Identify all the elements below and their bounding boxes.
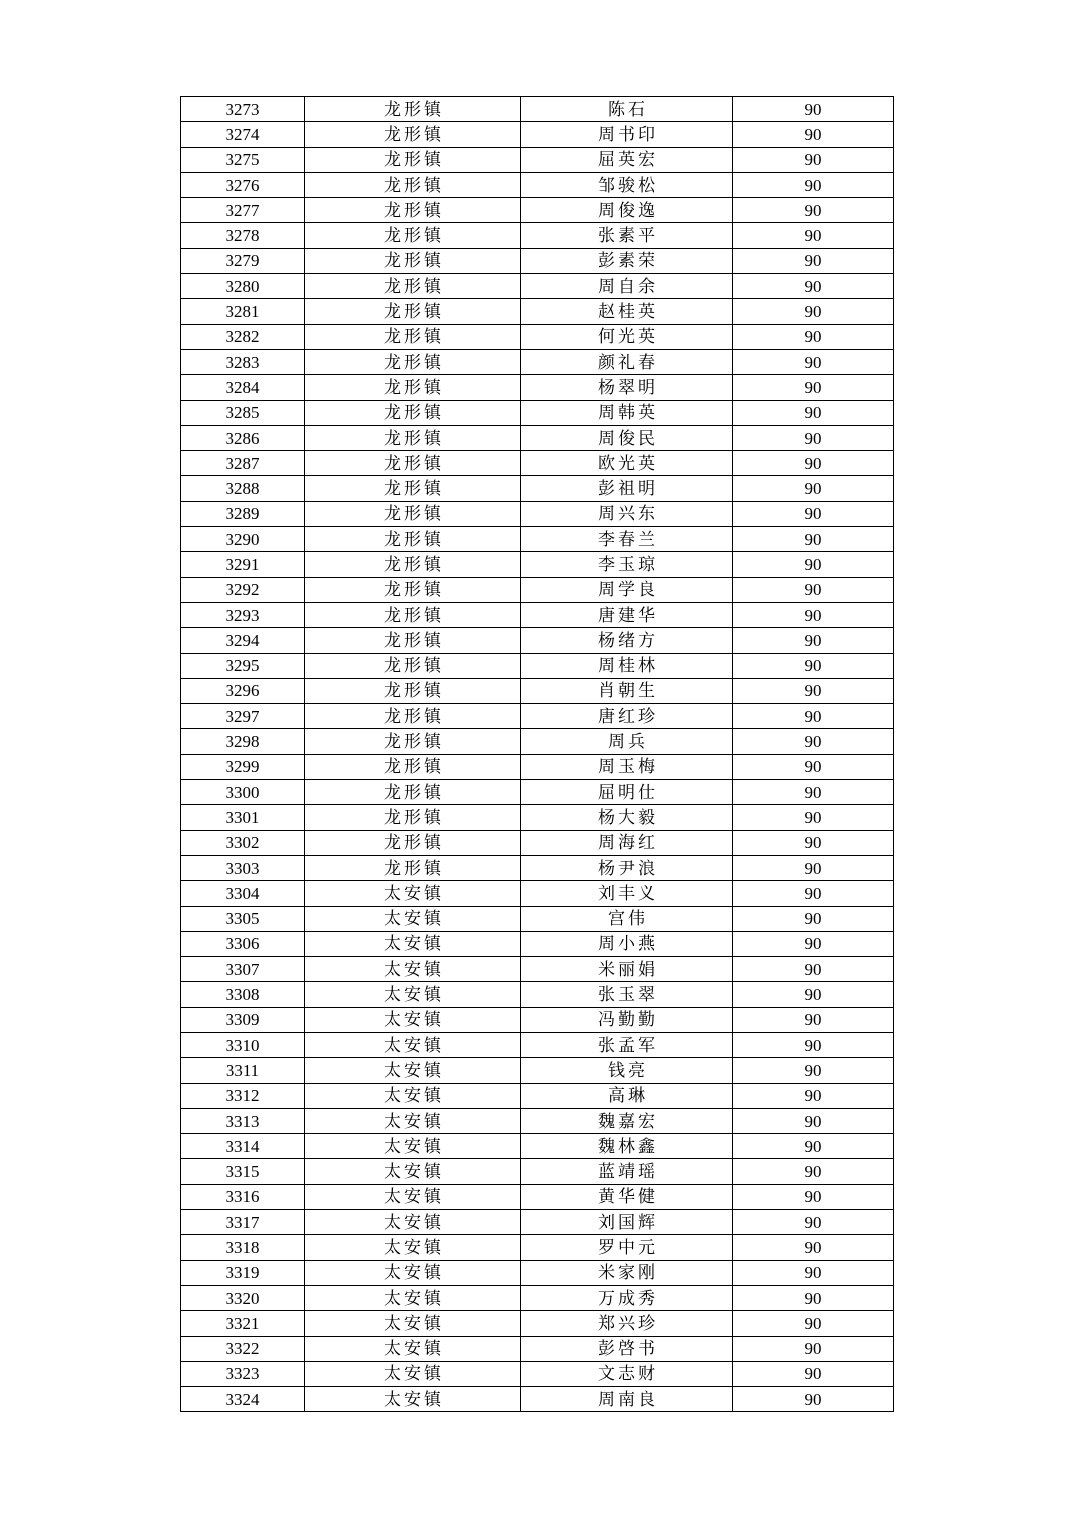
amount-cell: 90 (733, 906, 894, 931)
row-number-cell: 3305 (181, 906, 305, 931)
amount-cell: 90 (733, 1361, 894, 1386)
name-cell: 屈明仕 (521, 780, 733, 805)
name-cell: 邹骏松 (521, 172, 733, 197)
row-number-cell: 3317 (181, 1210, 305, 1235)
town-cell: 龙形镇 (305, 324, 521, 349)
name-cell: 彭祖明 (521, 476, 733, 501)
name-cell: 周南良 (521, 1387, 733, 1412)
town-cell: 太安镇 (305, 1387, 521, 1412)
row-number-cell: 3288 (181, 476, 305, 501)
town-cell: 太安镇 (305, 1108, 521, 1133)
amount-cell: 90 (733, 451, 894, 476)
name-cell: 钱亮 (521, 1058, 733, 1083)
row-number-cell: 3314 (181, 1134, 305, 1159)
name-cell: 周小燕 (521, 931, 733, 956)
table-row (181, 172, 894, 197)
name-cell: 周俊逸 (521, 198, 733, 223)
town-cell: 龙形镇 (305, 122, 521, 147)
table-row (181, 451, 894, 476)
town-cell: 龙形镇 (305, 299, 521, 324)
row-number-cell: 3280 (181, 274, 305, 299)
table-row (181, 704, 894, 729)
table-row (181, 729, 894, 754)
row-number-cell: 3321 (181, 1311, 305, 1336)
roster-table (180, 96, 894, 1412)
name-cell: 周自余 (521, 274, 733, 299)
row-number-cell: 3278 (181, 223, 305, 248)
town-cell: 龙形镇 (305, 780, 521, 805)
name-cell: 李春兰 (521, 527, 733, 552)
table-row (181, 1336, 894, 1361)
town-cell: 龙形镇 (305, 223, 521, 248)
table-row (181, 122, 894, 147)
name-cell: 杨尹浪 (521, 855, 733, 880)
name-cell: 周兴东 (521, 501, 733, 526)
row-number-cell: 3309 (181, 1007, 305, 1032)
town-cell: 龙形镇 (305, 400, 521, 425)
amount-cell: 90 (733, 1336, 894, 1361)
table-row (181, 400, 894, 425)
amount-cell: 90 (733, 122, 894, 147)
name-cell: 罗中元 (521, 1235, 733, 1260)
name-cell: 万成秀 (521, 1285, 733, 1310)
amount-cell: 90 (733, 400, 894, 425)
name-cell: 周书印 (521, 122, 733, 147)
amount-cell: 90 (733, 704, 894, 729)
town-cell: 龙形镇 (305, 172, 521, 197)
town-cell: 太安镇 (305, 1032, 521, 1057)
name-cell: 周韩英 (521, 400, 733, 425)
name-cell: 周俊民 (521, 425, 733, 450)
name-cell: 唐建华 (521, 602, 733, 627)
name-cell: 周学良 (521, 577, 733, 602)
table-row (181, 527, 894, 552)
amount-cell: 90 (733, 830, 894, 855)
table-row (181, 1083, 894, 1108)
amount-cell: 90 (733, 805, 894, 830)
table-row (181, 754, 894, 779)
table-row (181, 1007, 894, 1032)
amount-cell: 90 (733, 1007, 894, 1032)
amount-cell: 90 (733, 274, 894, 299)
row-number-cell: 3316 (181, 1184, 305, 1209)
row-number-cell: 3303 (181, 855, 305, 880)
name-cell: 杨大毅 (521, 805, 733, 830)
amount-cell: 90 (733, 198, 894, 223)
row-number-cell: 3285 (181, 400, 305, 425)
name-cell: 杨翠明 (521, 375, 733, 400)
row-number-cell: 3319 (181, 1260, 305, 1285)
town-cell: 太安镇 (305, 1361, 521, 1386)
row-number-cell: 3281 (181, 299, 305, 324)
amount-cell: 90 (733, 476, 894, 501)
row-number-cell: 3273 (181, 97, 305, 122)
name-cell: 张素平 (521, 223, 733, 248)
table-row (181, 1058, 894, 1083)
town-cell: 太安镇 (305, 1235, 521, 1260)
amount-cell: 90 (733, 1260, 894, 1285)
name-cell: 杨绪方 (521, 628, 733, 653)
row-number-cell: 3323 (181, 1361, 305, 1386)
row-number-cell: 3290 (181, 527, 305, 552)
name-cell: 周海红 (521, 830, 733, 855)
table-row (181, 375, 894, 400)
row-number-cell: 3300 (181, 780, 305, 805)
name-cell: 魏林鑫 (521, 1134, 733, 1159)
name-cell: 米丽娟 (521, 957, 733, 982)
town-cell: 龙形镇 (305, 349, 521, 374)
table-row (181, 653, 894, 678)
town-cell: 太安镇 (305, 1336, 521, 1361)
town-cell: 龙形镇 (305, 653, 521, 678)
table-row (181, 1108, 894, 1133)
row-number-cell: 3284 (181, 375, 305, 400)
amount-cell: 90 (733, 729, 894, 754)
table-row (181, 577, 894, 602)
roster-table-body (181, 97, 894, 1412)
table-row (181, 1260, 894, 1285)
row-number-cell: 3275 (181, 147, 305, 172)
row-number-cell: 3306 (181, 931, 305, 956)
name-cell: 刘国辉 (521, 1210, 733, 1235)
table-row (181, 198, 894, 223)
row-number-cell: 3283 (181, 349, 305, 374)
table-row (181, 602, 894, 627)
table-row (181, 299, 894, 324)
town-cell: 太安镇 (305, 1159, 521, 1184)
town-cell: 龙形镇 (305, 552, 521, 577)
amount-cell: 90 (733, 172, 894, 197)
town-cell: 龙形镇 (305, 527, 521, 552)
table-row (181, 931, 894, 956)
row-number-cell: 3282 (181, 324, 305, 349)
row-number-cell: 3310 (181, 1032, 305, 1057)
town-cell: 龙形镇 (305, 602, 521, 627)
name-cell: 高琳 (521, 1083, 733, 1108)
town-cell: 龙形镇 (305, 678, 521, 703)
town-cell: 太安镇 (305, 1285, 521, 1310)
town-cell: 太安镇 (305, 1134, 521, 1159)
name-cell: 宫伟 (521, 906, 733, 931)
town-cell: 龙形镇 (305, 425, 521, 450)
amount-cell: 90 (733, 223, 894, 248)
town-cell: 龙形镇 (305, 375, 521, 400)
row-number-cell: 3289 (181, 501, 305, 526)
town-cell: 龙形镇 (305, 476, 521, 501)
town-cell: 龙形镇 (305, 501, 521, 526)
amount-cell: 90 (733, 678, 894, 703)
table-row (181, 248, 894, 273)
table-row (181, 147, 894, 172)
table-row (181, 1134, 894, 1159)
amount-cell: 90 (733, 1108, 894, 1133)
amount-cell: 90 (733, 855, 894, 880)
table-row (181, 678, 894, 703)
name-cell: 张孟军 (521, 1032, 733, 1057)
town-cell: 龙形镇 (305, 577, 521, 602)
amount-cell: 90 (733, 628, 894, 653)
amount-cell: 90 (733, 552, 894, 577)
town-cell: 太安镇 (305, 1210, 521, 1235)
town-cell: 太安镇 (305, 957, 521, 982)
amount-cell: 90 (733, 1159, 894, 1184)
amount-cell: 90 (733, 1184, 894, 1209)
amount-cell: 90 (733, 299, 894, 324)
amount-cell: 90 (733, 527, 894, 552)
town-cell: 龙形镇 (305, 198, 521, 223)
row-number-cell: 3277 (181, 198, 305, 223)
row-number-cell: 3307 (181, 957, 305, 982)
amount-cell: 90 (733, 248, 894, 273)
table-row (181, 476, 894, 501)
row-number-cell: 3276 (181, 172, 305, 197)
table-row (181, 1361, 894, 1386)
amount-cell: 90 (733, 375, 894, 400)
table-row (181, 1311, 894, 1336)
town-cell: 太安镇 (305, 1058, 521, 1083)
name-cell: 颜礼春 (521, 349, 733, 374)
name-cell: 刘丰义 (521, 881, 733, 906)
row-number-cell: 3274 (181, 122, 305, 147)
row-number-cell: 3291 (181, 552, 305, 577)
row-number-cell: 3320 (181, 1285, 305, 1310)
amount-cell: 90 (733, 653, 894, 678)
name-cell: 黄华健 (521, 1184, 733, 1209)
town-cell: 龙形镇 (305, 805, 521, 830)
table-row (181, 1285, 894, 1310)
name-cell: 李玉琼 (521, 552, 733, 577)
town-cell: 太安镇 (305, 881, 521, 906)
table-row (181, 982, 894, 1007)
amount-cell: 90 (733, 982, 894, 1007)
table-row (181, 1032, 894, 1057)
table-row (181, 274, 894, 299)
table-row (181, 628, 894, 653)
amount-cell: 90 (733, 931, 894, 956)
amount-cell: 90 (733, 957, 894, 982)
table-row (181, 1387, 894, 1412)
town-cell: 龙形镇 (305, 274, 521, 299)
amount-cell: 90 (733, 1235, 894, 1260)
amount-cell: 90 (733, 602, 894, 627)
amount-cell: 90 (733, 1285, 894, 1310)
name-cell: 文志财 (521, 1361, 733, 1386)
amount-cell: 90 (733, 147, 894, 172)
town-cell: 太安镇 (305, 1260, 521, 1285)
table-row (181, 324, 894, 349)
amount-cell: 90 (733, 501, 894, 526)
amount-cell: 90 (733, 1387, 894, 1412)
row-number-cell: 3301 (181, 805, 305, 830)
town-cell: 龙形镇 (305, 97, 521, 122)
amount-cell: 90 (733, 1032, 894, 1057)
row-number-cell: 3308 (181, 982, 305, 1007)
town-cell: 龙形镇 (305, 855, 521, 880)
town-cell: 太安镇 (305, 906, 521, 931)
name-cell: 赵桂英 (521, 299, 733, 324)
town-cell: 太安镇 (305, 982, 521, 1007)
amount-cell: 90 (733, 881, 894, 906)
table-row (181, 1159, 894, 1184)
row-number-cell: 3295 (181, 653, 305, 678)
name-cell: 周玉梅 (521, 754, 733, 779)
town-cell: 龙形镇 (305, 830, 521, 855)
row-number-cell: 3293 (181, 602, 305, 627)
amount-cell: 90 (733, 1134, 894, 1159)
name-cell: 蓝靖瑶 (521, 1159, 733, 1184)
table-row (181, 425, 894, 450)
row-number-cell: 3322 (181, 1336, 305, 1361)
town-cell: 龙形镇 (305, 451, 521, 476)
name-cell: 屈英宏 (521, 147, 733, 172)
town-cell: 龙形镇 (305, 248, 521, 273)
table-row (181, 1210, 894, 1235)
table-row (181, 881, 894, 906)
town-cell: 太安镇 (305, 931, 521, 956)
row-number-cell: 3304 (181, 881, 305, 906)
name-cell: 肖朝生 (521, 678, 733, 703)
row-number-cell: 3279 (181, 248, 305, 273)
name-cell: 郑兴珍 (521, 1311, 733, 1336)
row-number-cell: 3287 (181, 451, 305, 476)
table-row (181, 552, 894, 577)
amount-cell: 90 (733, 1311, 894, 1336)
amount-cell: 90 (733, 577, 894, 602)
table-row (181, 1235, 894, 1260)
name-cell: 唐红珍 (521, 704, 733, 729)
row-number-cell: 3313 (181, 1108, 305, 1133)
amount-cell: 90 (733, 1210, 894, 1235)
row-number-cell: 3324 (181, 1387, 305, 1412)
name-cell: 周兵 (521, 729, 733, 754)
town-cell: 龙形镇 (305, 704, 521, 729)
amount-cell: 90 (733, 780, 894, 805)
row-number-cell: 3297 (181, 704, 305, 729)
town-cell: 太安镇 (305, 1007, 521, 1032)
table-row (181, 1184, 894, 1209)
row-number-cell: 3315 (181, 1159, 305, 1184)
name-cell: 周桂林 (521, 653, 733, 678)
row-number-cell: 3299 (181, 754, 305, 779)
amount-cell: 90 (733, 349, 894, 374)
table-row (181, 805, 894, 830)
town-cell: 太安镇 (305, 1311, 521, 1336)
name-cell: 彭素荣 (521, 248, 733, 273)
town-cell: 龙形镇 (305, 754, 521, 779)
row-number-cell: 3294 (181, 628, 305, 653)
row-number-cell: 3311 (181, 1058, 305, 1083)
amount-cell: 90 (733, 97, 894, 122)
name-cell: 张玉翠 (521, 982, 733, 1007)
town-cell: 龙形镇 (305, 147, 521, 172)
table-row (181, 957, 894, 982)
table-row (181, 223, 894, 248)
name-cell: 陈石 (521, 97, 733, 122)
table-row (181, 97, 894, 122)
amount-cell: 90 (733, 1058, 894, 1083)
row-number-cell: 3318 (181, 1235, 305, 1260)
name-cell: 欧光英 (521, 451, 733, 476)
table-row (181, 501, 894, 526)
town-cell: 太安镇 (305, 1184, 521, 1209)
name-cell: 何光英 (521, 324, 733, 349)
table-row (181, 830, 894, 855)
town-cell: 龙形镇 (305, 628, 521, 653)
table-row (181, 349, 894, 374)
table-row (181, 780, 894, 805)
table-row (181, 906, 894, 931)
name-cell: 魏嘉宏 (521, 1108, 733, 1133)
row-number-cell: 3302 (181, 830, 305, 855)
town-cell: 龙形镇 (305, 729, 521, 754)
amount-cell: 90 (733, 754, 894, 779)
row-number-cell: 3292 (181, 577, 305, 602)
name-cell: 彭啓书 (521, 1336, 733, 1361)
amount-cell: 90 (733, 425, 894, 450)
town-cell: 太安镇 (305, 1083, 521, 1108)
row-number-cell: 3296 (181, 678, 305, 703)
row-number-cell: 3286 (181, 425, 305, 450)
name-cell: 冯勤勤 (521, 1007, 733, 1032)
table-row (181, 855, 894, 880)
name-cell: 米家刚 (521, 1260, 733, 1285)
amount-cell: 90 (733, 1083, 894, 1108)
row-number-cell: 3312 (181, 1083, 305, 1108)
row-number-cell: 3298 (181, 729, 305, 754)
amount-cell: 90 (733, 324, 894, 349)
